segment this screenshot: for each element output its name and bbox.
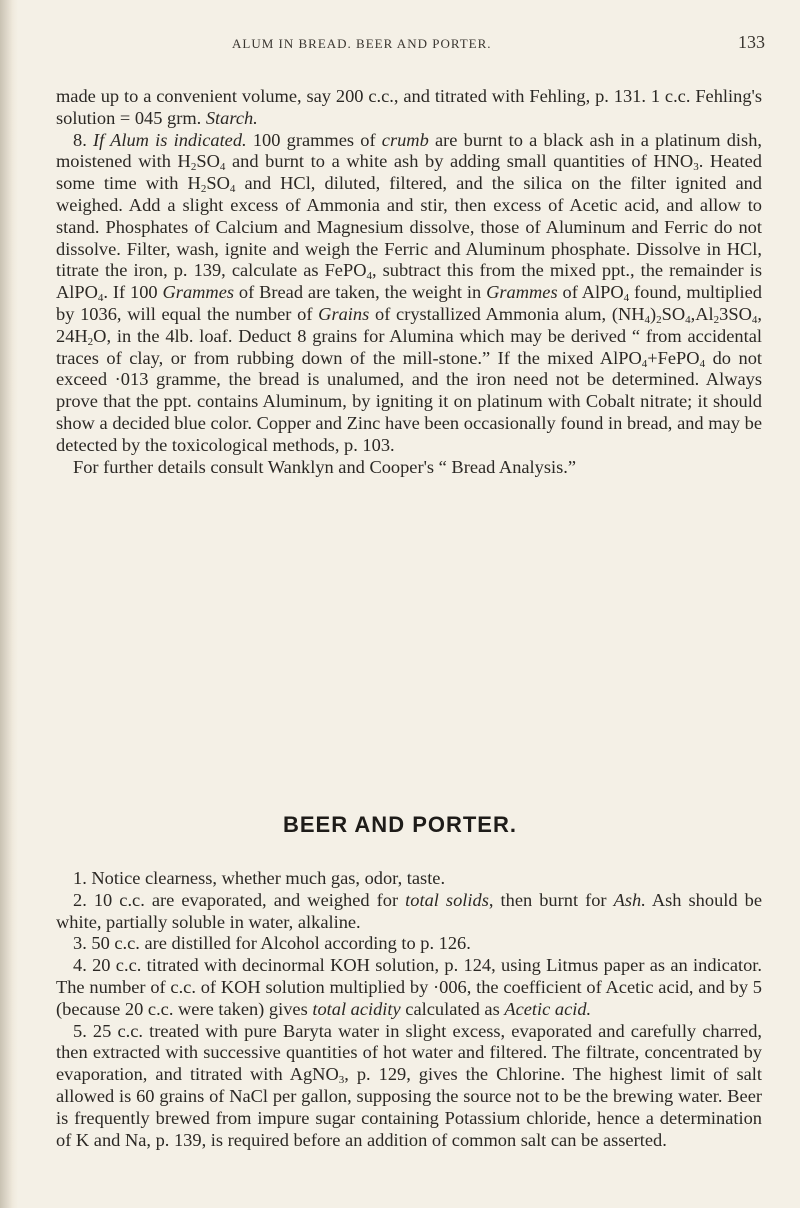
list-item: 5. 25 c.c. treated with pure Baryta water in slight excess, evaporated and carefully charred, then extracted with successive quantities of hot water and filtered. The filtrate, concentrated by evaporation, and titrated with AgNO$_3$, p. 129, gives the Chlorine. The highest limit of salt allowed is 60 grains of NaCl per gallon, supposing the source not to be the brewing water. Beer is frequently brewed from impure sugar containing Potassium chloride, hence a determination of K and Na, p. 139, is required before an addition of common salt can be asserted. bbox=[56, 1020, 763, 1150]
section-title-beer-and-porter: BEER AND PORTER. bbox=[283, 812, 517, 837]
list-item: 4. 20 c.c. titrated with decinormal KOH solution, p. 124, using Litmus paper as an indicator. The number of c.c. of KOH solution multiplied by ·006, the coefficient of Acetic acid, and by 5 (because 20 c.c. were taken) gives total acidity calculated as Acetic acid. bbox=[56, 955, 762, 1019]
list-item: 1. Notice clearness, whether much gas, odor, taste. bbox=[73, 868, 446, 888]
page-number: 133 bbox=[738, 32, 765, 52]
paragraph-alum-test: 8. If Alum is indicated. 100 grammes of crumb are burnt to a black ash in a platinum dish, moistened with $H_2SO_4$ and burnt to a white ash by adding small quantities of $HNO_3$. Heated some time with $H_2SO_4$ and HCl, diluted, filtered, and the silica on the filter ignited and weighed. Add a slight excess of Ammonia and stir, then excess of Acetic acid, and allow to stand. Phosphates of Calcium and Magnesium dissolve, those of Aluminum and Ferric do not dissolve. Filter, wash, ignite and weigh the Ferric and Aluminum phosphate. Dissolve in HCl, titrate the iron, p. 139, calculate as FePO$_4$, subtract this from the mixed ppt., the remainder is AlPO$_4$. If 100 Grammes of Bread are taken, the weight in Grammes of AlPO$_4$ found, multiplied by 1036, will equal the number of Grains of crystallized Ammonia alum, $(NH_4)_2SO_4,Al_23SO_4$, $24H_2O$, in the 4lb. loaf. Deduct 8 grains for Alumina which may be derived “ from accidental traces of clay, or from rubbing down of the mill-stone.” If the mixed AlPO$_4$+FePO$_4$ do not exceed ·013 gramme, the bread is unalumed, and the iron need not be determined. Always prove that the ppt. contains Aluminum, by igniting it on platinum with Cobalt nitrate; it should show a decided blue color. Copper and Zinc have been occasionally found in bread, and may be detected by the toxicological methods, p. 103. bbox=[56, 129, 763, 455]
paragraph-continuation: made up to a convenient volume, say 200 c.c., and titrated with Fehling, p. 131. 1 c.c. Fehling's solution = 045 grm. Starch. bbox=[56, 86, 762, 128]
list-item: 3. 50 c.c. are distilled for Alcohol according to p. 126. bbox=[73, 933, 471, 954]
list-item: 2. 10 c.c. are evaporated, and weighed for total solids, then burnt for Ash. Ash should be white, partially soluble in water, alkaline. bbox=[56, 889, 762, 932]
page-binding-shadow bbox=[0, 0, 18, 1208]
running-head: ALUM IN BREAD. BEER AND PORTER. bbox=[232, 36, 492, 51]
page-header bbox=[0, 32, 800, 56]
beer-and-porter-section bbox=[56, 868, 762, 1151]
alum-in-bread-section bbox=[56, 86, 762, 478]
paragraph-further-details: For further details consult Wanklyn and Cooper's “ Bread Analysis.” bbox=[73, 456, 577, 477]
